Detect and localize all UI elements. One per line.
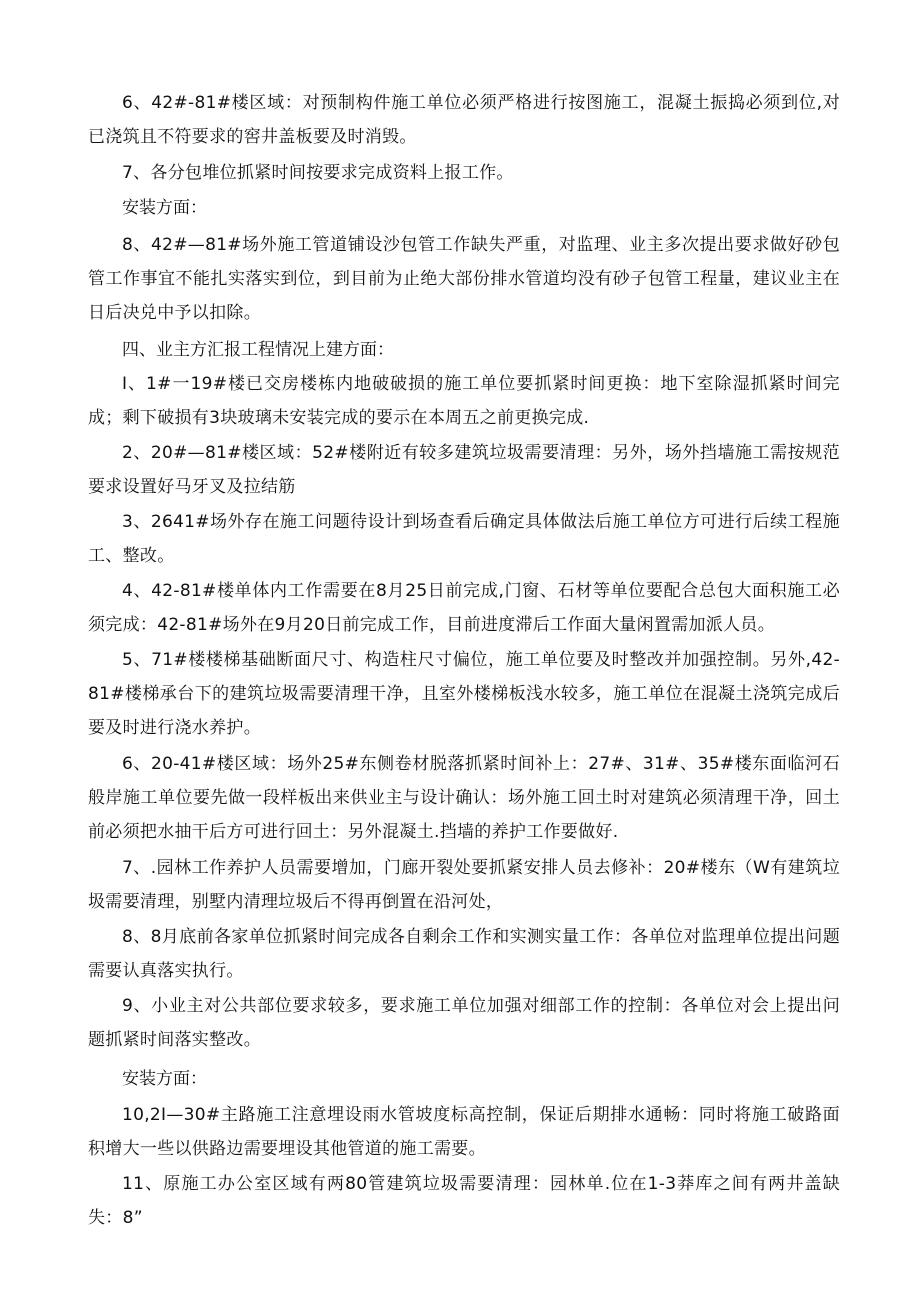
paragraph-item-9-public-areas: 9、小业主对公共部位要求较多，要求施工单位加强对细部工作的控制：各单位对会上提出问题抓紧时间落实整改。 [88,996,840,1050]
section-heading-installation: 安装方面： [122,198,207,218]
paragraph-item-8-sandbag-pipes: 8、42#—81#场外施工管道铺设沙包管工作缺失严重，对监理、业主多次提出要求做好砂包管工作事宜不能扎实落实到位，到目前为止绝大部份排水管道均没有砂子包管工程量，建议业主在日后决兑中予以扣除。 [88,235,840,323]
paragraph-item-2-waste: 2、20#—81#楼区域：52#楼附近有较多建筑垃圾需要清理：另外，场外挡墙施工需按规范要求设置好马牙叉及拉结筋 [88,443,840,497]
paragraph-item-8-month-end: 8、8月底前各家单位抓紧时间完成各自剩余工作和实测实量工作：各单位对监理单位提出问题需要认真落实执行。 [88,927,840,981]
paragraph-item-3-design: 3、2641#场外存在施工问题待设计到场查看后确定具体做法后施工单位方可进行后续工程施工、整改。 [88,512,840,566]
paragraph-item-6-precast: 6、42#-81#楼区域：对预制构件施工单位必须严格进行按图施工，混凝土振捣必须到位,对已浇筑且不符要求的窖井盖板要及时消毁。 [88,93,840,147]
paragraph-item-11-office-area: 11、原施工办公室区域有两80管建筑垃圾需要清理：园林单.位在1-3莽库之间有两井盖缺失：8” [88,1174,840,1228]
paragraph-item-7-documents: 7、各分包堆位抓紧时间按要求完成资料上报工作。 [122,163,514,183]
paragraph-item-7-landscape: 7、.园林工作养护人员需要增加，门廊开裂处要抓紧安排人员去修补：20#楼东（W有建筑垃圾需要清理，别墅内清理垃圾后不得再倒置在沿河处， [88,858,840,912]
paragraph-item-4-deadline: 4、42-81#楼单体内工作需要在8月25日前完成,门窗、石材等单位要配合总包大面积施工必须完成：42-81#场外在9月20日前完成工作，目前进度滞后工作面大量闲置需加派人员。 [88,581,840,635]
paragraph-item-6-zone-20-41: 6、20-41#楼区域：场外25#东侧卷材脱落抓紧时间补上：27#、31#、35#楼东面临河石般岸施工单位要先做一段样板出来供业主与设计确认：场外施工回土时对建筑必须清理干净，回土前必须把水抽干后方可进行回土：另外混凝土.挡墙的养护工作要做好. [88,754,840,842]
section-heading-installation-2: 安装方面： [122,1069,207,1089]
paragraph-item-10-main-road: 10,2I—30#主路施工注意埋设雨水管坡度标高控制，保证后期排水通畅：同时将施工破路面积增大一些以供路边需要埋设其他管道的施工需要。 [88,1105,840,1159]
paragraph-item-1-handover: I、1#一19#楼已交房楼栋内地破破损的施工单位要抓紧时间更换：地下室除湿抓紧时间完成；剩下破损有3块玻璃未安装完成的要示在本周五之前更换完成. [88,374,840,428]
section-heading-owner-report: 四、业主方汇报工程情况上建方面： [122,340,394,360]
paragraph-item-5-stairs: 5、71#楼楼梯基础断面尺寸、构造柱尺寸偏位，施工单位要及时整改并加强控制。另外,42-81#楼梯承台下的建筑垃圾需要清理干净，且室外楼梯板浅水较多，施工单位在混凝土浇筑完成后要及时进行浇水养护。 [88,650,840,738]
